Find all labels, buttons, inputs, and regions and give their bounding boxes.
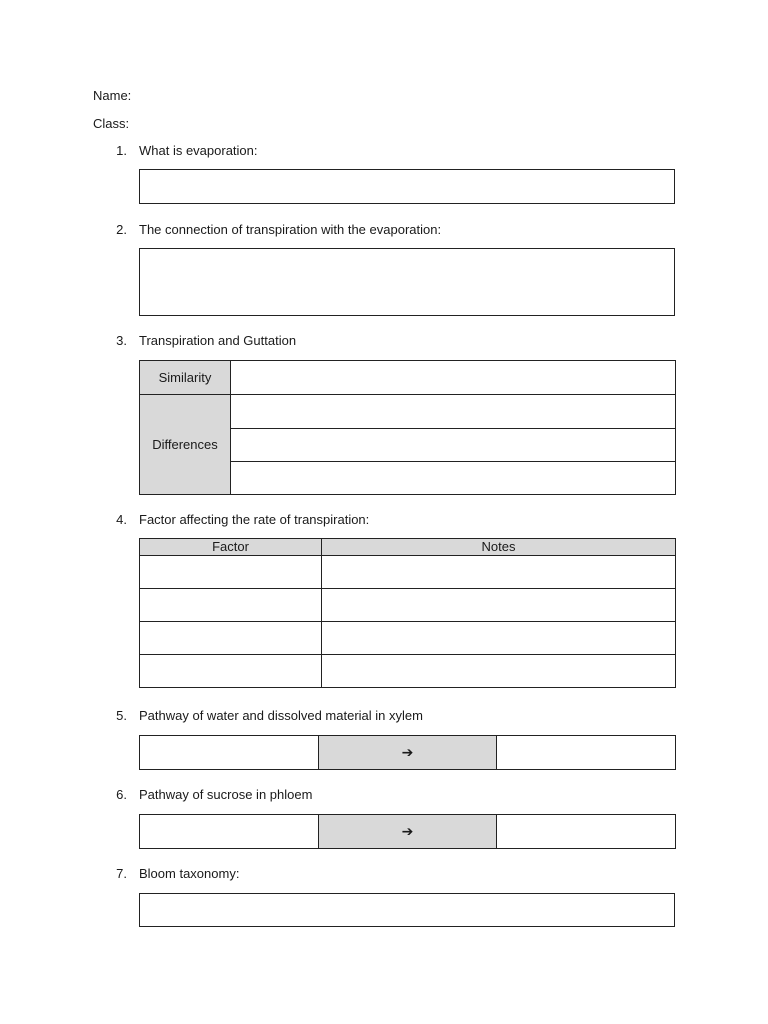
notes-cell[interactable] — [322, 655, 676, 688]
factor-cell[interactable] — [140, 622, 322, 655]
phloem-pathway-table — [139, 814, 676, 849]
xylem-start-cell[interactable] — [140, 736, 319, 770]
arrow-right-icon: ➔ — [401, 744, 414, 760]
xylem-end-cell[interactable] — [497, 736, 676, 770]
factor-cell[interactable] — [140, 589, 322, 622]
difference-answer-cell[interactable] — [231, 429, 676, 462]
differences-label: Differences — [140, 395, 231, 495]
question-7-text: Bloom taxonomy: — [139, 866, 240, 881]
phloem-start-cell[interactable] — [140, 815, 319, 849]
notes-cell[interactable] — [322, 556, 676, 589]
class-label: Class: — [93, 116, 130, 131]
question-3-text: Transpiration and Guttation — [139, 333, 297, 348]
question-4-text: Factor affecting the rate of transpiration: — [139, 512, 370, 527]
question-5-number: 5. — [116, 708, 127, 723]
answer-box-2[interactable] — [139, 248, 675, 316]
notes-cell[interactable] — [322, 589, 676, 622]
comparison-table — [139, 360, 676, 495]
question-2-number: 2. — [116, 222, 127, 237]
question-6-number: 6. — [116, 787, 127, 802]
xylem-pathway-table — [139, 735, 676, 770]
phloem-arrow-cell — [319, 815, 497, 849]
question-6-text: Pathway of sucrose in phloem — [139, 787, 313, 802]
similarity-label: Similarity — [140, 361, 231, 395]
question-1-text: What is evaporation: — [139, 143, 258, 158]
question-1-number: 1. — [116, 143, 127, 158]
notes-column-header: Notes — [322, 539, 676, 556]
factor-column-header: Factor — [140, 539, 322, 556]
xylem-arrow-cell — [319, 736, 497, 770]
notes-cell[interactable] — [322, 622, 676, 655]
answer-box-7[interactable] — [139, 893, 675, 927]
name-label: Name: — [93, 88, 132, 103]
arrow-right-icon: ➔ — [401, 823, 414, 839]
difference-answer-cell[interactable] — [231, 395, 676, 429]
factor-cell[interactable] — [140, 655, 322, 688]
difference-answer-cell[interactable] — [231, 462, 676, 495]
question-2-text: The connection of transpiration with the evaporation: — [139, 222, 442, 237]
question-5-text: Pathway of water and dissolved material in xylem — [139, 708, 423, 723]
answer-box-1[interactable] — [139, 169, 675, 204]
factor-table — [139, 538, 676, 688]
similarity-answer-cell[interactable] — [231, 361, 676, 395]
question-3-number: 3. — [116, 333, 127, 348]
phloem-end-cell[interactable] — [497, 815, 676, 849]
question-7-number: 7. — [116, 866, 127, 881]
factor-cell[interactable] — [140, 556, 322, 589]
question-4-number: 4. — [116, 512, 127, 527]
